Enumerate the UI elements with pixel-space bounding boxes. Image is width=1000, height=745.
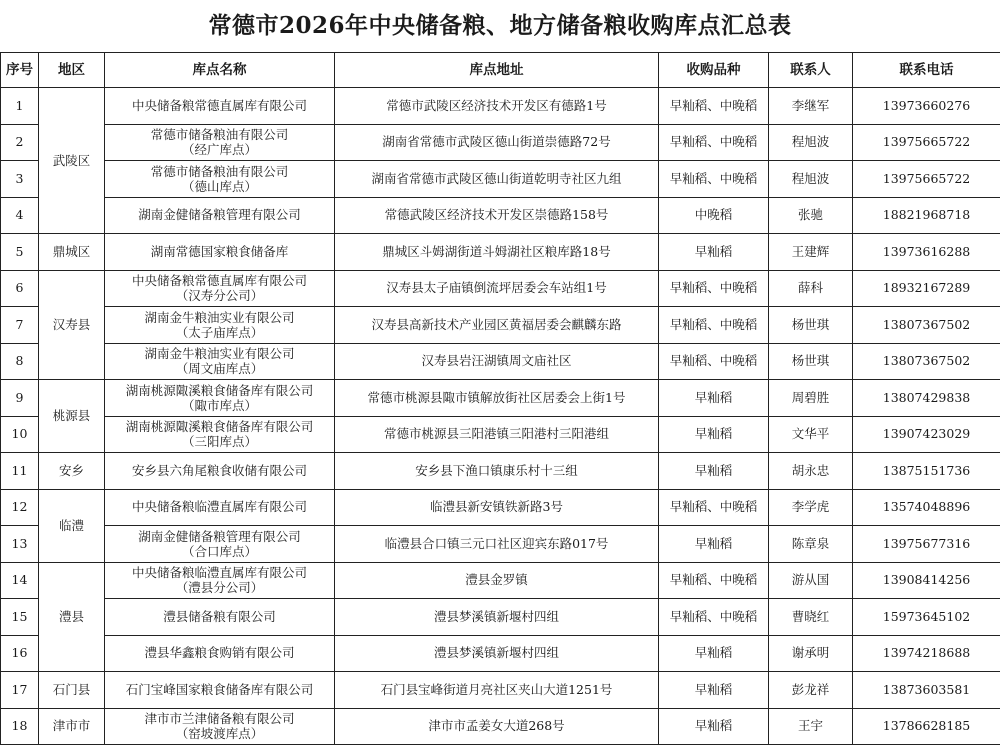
cell-variety: 早籼稻、中晚稻 <box>659 270 769 307</box>
depot-subname-line: （窑坡渡库点） <box>175 726 264 742</box>
depot-name-line: 澧县华鑫粮食购销有限公司 <box>144 645 295 661</box>
table-row <box>1 708 1000 745</box>
cell-depot-name <box>105 489 335 526</box>
cell-depot-name <box>105 672 335 709</box>
cell-variety: 早籼稻 <box>659 453 769 490</box>
cell-no: 10 <box>1 416 39 453</box>
cell-no: 11 <box>1 453 39 490</box>
cell-variety: 早籼稻 <box>659 380 769 417</box>
table-row <box>1 489 1000 526</box>
cell-no: 13 <box>1 526 39 563</box>
cell-address: 湖南省常德市武陵区德山街道崇德路72号 <box>335 124 659 161</box>
depot-subname-line: （合口库点） <box>181 543 257 559</box>
cell-variety: 早籼稻 <box>659 672 769 709</box>
cell-address: 汉寿县岩汪湖镇周文庙社区 <box>335 343 659 380</box>
cell-phone: 13975665722 <box>853 161 1000 198</box>
cell-phone: 15973645102 <box>853 599 1000 636</box>
cell-variety: 早籼稻、中晚稻 <box>659 562 769 599</box>
cell-phone: 13786628185 <box>853 708 1000 745</box>
depot-name-line: 湖南常德国家粮食储备库 <box>150 243 289 259</box>
cell-region: 安乡 <box>39 453 105 490</box>
cell-depot-name <box>105 635 335 672</box>
cell-variety: 早籼稻、中晚稻 <box>659 88 769 125</box>
table-row <box>1 453 1000 490</box>
cell-region: 武陵区 <box>39 88 105 234</box>
cell-no: 8 <box>1 343 39 380</box>
cell-address: 临澧县新安镇铁新路3号 <box>335 489 659 526</box>
cell-contact: 张驰 <box>769 197 853 234</box>
table-row <box>1 343 1000 380</box>
cell-address: 石门县宝峰街道月亮社区夹山大道1251号 <box>335 672 659 709</box>
cell-no: 4 <box>1 197 39 234</box>
table-row <box>1 234 1000 271</box>
cell-phone: 13574048896 <box>853 489 1000 526</box>
cell-contact: 王宇 <box>769 708 853 745</box>
cell-contact: 李继军 <box>769 88 853 125</box>
table-header-row <box>1 53 1000 88</box>
cell-contact: 曹晓红 <box>769 599 853 636</box>
cell-phone: 13907423029 <box>853 416 1000 453</box>
depot-name-line: 津市市兰津储备粮有限公司 <box>144 711 295 727</box>
cell-contact: 游从国 <box>769 562 853 599</box>
cell-contact: 程旭波 <box>769 161 853 198</box>
cell-depot-name <box>105 416 335 453</box>
table-row <box>1 307 1000 344</box>
cell-contact: 谢承明 <box>769 635 853 672</box>
cell-depot-name <box>105 599 335 636</box>
cell-depot-name <box>105 88 335 125</box>
cell-region: 汉寿县 <box>39 270 105 380</box>
table-row <box>1 635 1000 672</box>
cell-variety: 早籼稻 <box>659 635 769 672</box>
depot-name-line: 石门宝峰国家粮食储备库有限公司 <box>125 681 314 697</box>
cell-depot-name <box>105 380 335 417</box>
cell-region: 津市市 <box>39 708 105 745</box>
cell-phone: 13875151736 <box>853 453 1000 490</box>
depot-name-line: 湖南金牛粮油实业有限公司 <box>144 346 295 362</box>
cell-no: 9 <box>1 380 39 417</box>
depot-subname-line: （陬市库点） <box>181 397 257 413</box>
cell-variety: 早籼稻、中晚稻 <box>659 343 769 380</box>
cell-depot-name <box>105 307 335 344</box>
depot-name-line: 常德市储备粮油有限公司 <box>150 163 289 179</box>
cell-no: 14 <box>1 562 39 599</box>
table-row <box>1 599 1000 636</box>
cell-depot-name <box>105 234 335 271</box>
cell-phone: 13973616288 <box>853 234 1000 271</box>
cell-no: 16 <box>1 635 39 672</box>
cell-address: 汉寿县高新技术产业园区黄福居委会麒麟东路 <box>335 307 659 344</box>
header-region: 地区 <box>39 53 105 88</box>
cell-phone: 18821968718 <box>853 197 1000 234</box>
cell-no: 1 <box>1 88 39 125</box>
depot-subname-line: （汉寿分公司） <box>175 288 264 304</box>
depot-name-line: 湖南金健储备粮管理有限公司 <box>138 528 301 544</box>
cell-variety: 早籼稻 <box>659 234 769 271</box>
cell-variety: 早籼稻 <box>659 416 769 453</box>
header-no: 序号 <box>1 53 39 88</box>
cell-variety: 早籼稻、中晚稻 <box>659 161 769 198</box>
depot-subname-line: （德山库点） <box>181 178 257 194</box>
depot-subname-line: （太子庙库点） <box>175 324 264 340</box>
cell-contact: 周碧胜 <box>769 380 853 417</box>
cell-depot-name <box>105 270 335 307</box>
cell-variety: 早籼稻 <box>659 708 769 745</box>
cell-depot-name <box>105 526 335 563</box>
cell-address: 常德武陵区经济技术开发区崇德路158号 <box>335 197 659 234</box>
cell-phone: 18932167289 <box>853 270 1000 307</box>
cell-contact: 程旭波 <box>769 124 853 161</box>
depot-name-line: 中央储备粮常德直属库有限公司 <box>131 273 307 289</box>
depot-subname-line: （三阳库点） <box>181 434 257 450</box>
cell-address: 澧县金罗镇 <box>335 562 659 599</box>
depot-name-line: 湖南桃源陬溪粮食储备库有限公司 <box>125 382 314 398</box>
cell-region: 桃源县 <box>39 380 105 453</box>
cell-variety: 早籼稻、中晚稻 <box>659 489 769 526</box>
cell-variety: 早籼稻 <box>659 526 769 563</box>
cell-no: 17 <box>1 672 39 709</box>
page-title: 常德市2026年中央储备粮、地方储备粮收购库点汇总表 <box>208 12 792 39</box>
cell-contact: 陈章泉 <box>769 526 853 563</box>
cell-variety: 早籼稻、中晚稻 <box>659 599 769 636</box>
cell-contact: 王建辉 <box>769 234 853 271</box>
cell-phone: 13974218688 <box>853 635 1000 672</box>
cell-contact: 胡永忠 <box>769 453 853 490</box>
table-body <box>1 88 1000 745</box>
header-phone: 联系电话 <box>853 53 1000 88</box>
table-row <box>1 672 1000 709</box>
depot-name-line: 中央储备粮临澧直属库有限公司 <box>131 499 307 515</box>
cell-depot-name <box>105 161 335 198</box>
cell-depot-name <box>105 708 335 745</box>
depot-name-line: 湖南金健储备粮管理有限公司 <box>138 207 301 223</box>
cell-address: 津市市孟姜女大道268号 <box>335 708 659 745</box>
cell-depot-name <box>105 197 335 234</box>
depot-name-line: 澧县储备粮有限公司 <box>163 608 276 624</box>
cell-contact: 杨世琪 <box>769 307 853 344</box>
cell-contact: 杨世琪 <box>769 343 853 380</box>
cell-phone: 13973660276 <box>853 88 1000 125</box>
depot-name-line: 安乡县六角尾粮食收储有限公司 <box>131 462 307 478</box>
depot-subname-line: （澧县分公司） <box>175 580 264 596</box>
cell-phone: 13807429838 <box>853 380 1000 417</box>
table-row <box>1 197 1000 234</box>
cell-no: 15 <box>1 599 39 636</box>
cell-address: 汉寿县太子庙镇倒流坪居委会车站组1号 <box>335 270 659 307</box>
depot-name-line: 中央储备粮常德直属库有限公司 <box>131 97 307 113</box>
cell-contact: 薛科 <box>769 270 853 307</box>
table-row <box>1 161 1000 198</box>
cell-address: 常德市桃源县陬市镇解放街社区居委会上街1号 <box>335 380 659 417</box>
cell-address: 安乡县下渔口镇康乐村十三组 <box>335 453 659 490</box>
table-row <box>1 88 1000 125</box>
table-row <box>1 562 1000 599</box>
cell-address: 澧县梦溪镇新堰村四组 <box>335 599 659 636</box>
cell-phone: 13975665722 <box>853 124 1000 161</box>
cell-address: 常德市武陵区经济技术开发区有德路1号 <box>335 88 659 125</box>
header-depot-name: 库点名称 <box>105 53 335 88</box>
cell-region: 石门县 <box>39 672 105 709</box>
cell-phone: 13975677316 <box>853 526 1000 563</box>
cell-contact: 李学虎 <box>769 489 853 526</box>
cell-variety: 中晚稻 <box>659 197 769 234</box>
cell-no: 5 <box>1 234 39 271</box>
cell-region: 澧县 <box>39 562 105 672</box>
cell-phone: 13807367502 <box>853 343 1000 380</box>
cell-region: 鼎城区 <box>39 234 105 271</box>
depot-subname-line: （经广库点） <box>181 142 257 158</box>
cell-depot-name <box>105 453 335 490</box>
cell-contact: 文华平 <box>769 416 853 453</box>
table-row <box>1 416 1000 453</box>
cell-address: 常德市桃源县三阳港镇三阳港村三阳港组 <box>335 416 659 453</box>
depot-name-line: 湖南金牛粮油实业有限公司 <box>144 309 295 325</box>
header-depot-address: 库点地址 <box>335 53 659 88</box>
cell-phone: 13807367502 <box>853 307 1000 344</box>
table-row <box>1 124 1000 161</box>
cell-region: 临澧 <box>39 489 105 562</box>
cell-no: 2 <box>1 124 39 161</box>
depot-name-line: 中央储备粮临澧直属库有限公司 <box>131 565 307 581</box>
table-row <box>1 526 1000 563</box>
cell-address: 临澧县合口镇三元口社区迎宾东路017号 <box>335 526 659 563</box>
cell-no: 12 <box>1 489 39 526</box>
cell-depot-name <box>105 343 335 380</box>
depot-subname-line: （周文庙库点） <box>175 361 264 377</box>
cell-no: 6 <box>1 270 39 307</box>
cell-no: 3 <box>1 161 39 198</box>
cell-no: 18 <box>1 708 39 745</box>
cell-depot-name <box>105 124 335 161</box>
grain-depot-table <box>0 52 1000 745</box>
cell-depot-name <box>105 562 335 599</box>
table-row <box>1 380 1000 417</box>
depot-name-line: 常德市储备粮油有限公司 <box>150 127 289 143</box>
cell-address: 湖南省常德市武陵区德山街道乾明寺社区九组 <box>335 161 659 198</box>
depot-name-line: 湖南桃源陬溪粮食储备库有限公司 <box>125 419 314 435</box>
header-variety: 收购品种 <box>659 53 769 88</box>
cell-contact: 彭龙祥 <box>769 672 853 709</box>
cell-phone: 13908414256 <box>853 562 1000 599</box>
cell-variety: 早籼稻、中晚稻 <box>659 307 769 344</box>
cell-no: 7 <box>1 307 39 344</box>
table-row <box>1 270 1000 307</box>
cell-phone: 13873603581 <box>853 672 1000 709</box>
cell-address: 澧县梦溪镇新堰村四组 <box>335 635 659 672</box>
cell-variety: 早籼稻、中晚稻 <box>659 124 769 161</box>
cell-address: 鼎城区斗姆湖街道斗姆湖社区粮库路18号 <box>335 234 659 271</box>
header-contact: 联系人 <box>769 53 853 88</box>
